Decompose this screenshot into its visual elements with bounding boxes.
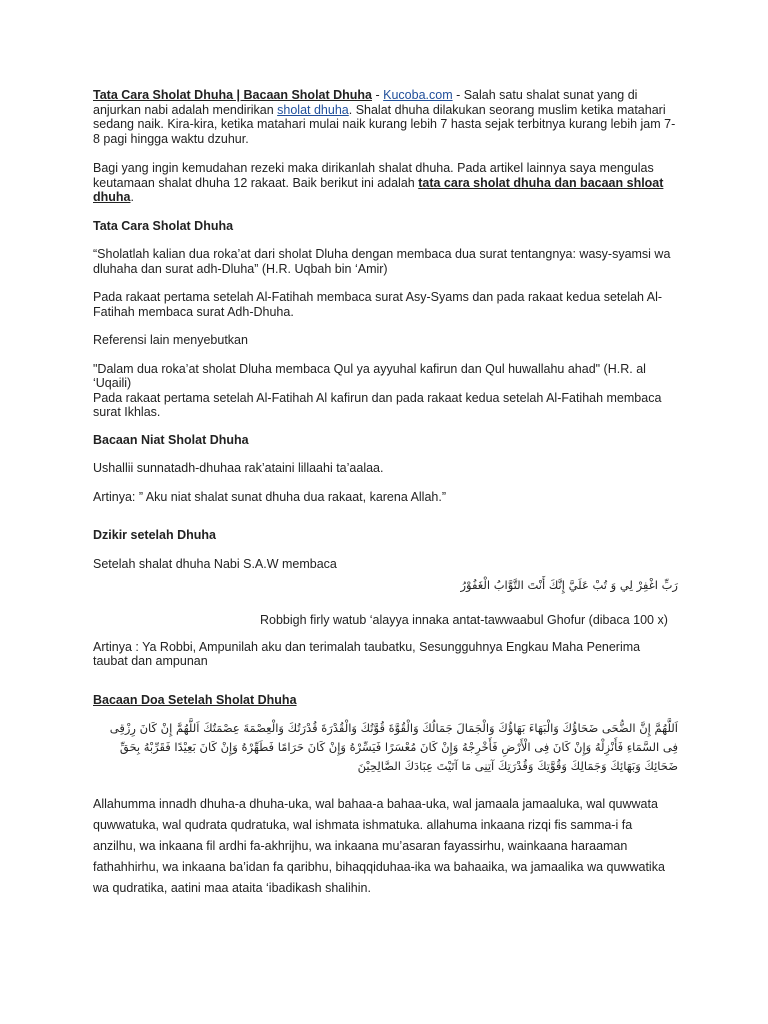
dzikir-artinya: Artinya : Ya Robbi, Ampunilah aku dan terimalah taubatku, Sesungguhnya Engkau Maha Penerima taubat dan ampunan — [93, 639, 641, 668]
article — [93, 88, 678, 899]
paragraph-2-text: Bagi yang ingin kemudahan rezeki maka dirikanlah shalat dhuha. Pada artikel lainnya saya mengulas keutamaan shalat dhuha 12 rakaat. Baik berikut ini adalah — [93, 161, 654, 190]
title-link[interactable]: Tata Cara Sholat Dhuha | Bacaan Sholat Dhuha — [93, 88, 373, 102]
dzikir-arabic: رَبِّ اغْفِرْ لِي وَ تُبْ عَلَيَّ إِنَّكَ أَنْتَ التَّوَّابُ الْغَفُوْرُ — [460, 578, 678, 592]
intro-separator: - — [372, 88, 384, 102]
dzikir-latin: Robbigh firly watub ‘alayya innaka antat-tawwaabul Ghofur (dibaca 100 x) — [260, 613, 668, 627]
quote-hadith-2: "Dalam dua roka’at sholat Dluha membaca Qul ya ayyuhal kafirun dan Qul huwallahu ahad" (H.R. al ‘Uqaili) — [93, 361, 646, 390]
paragraph-referensi: Referensi lain menyebutkan — [93, 333, 248, 347]
heading-tata-cara: Tata Cara Sholat Dhuha — [93, 218, 234, 233]
dzikir-intro: Setelah shalat dhuha Nabi S.A.W membaca — [93, 556, 337, 571]
paragraph-rakaat-1: Pada rakaat pertama setelah Al-Fatihah membaca surat Asy-Syams dan pada rakaat kedua setelah Al-Fatihah membaca surat Adh-Dhuha. — [93, 290, 663, 319]
paragraph-rakaat-2: Pada rakaat pertama setelah Al-Fatihah Al kafirun dan pada rakaat kedua setelah Al-Fatihah membaca surat Ikhlas. — [93, 390, 662, 419]
doa-arabic: اَللَّهُمَّ إِنَّ الضُّحَى ضَحَاؤُكَ وَالْبَهَاءَ بَهَاؤُكَ وَالْجَمَالَ جَمَالُكَ وَالْقُوَّةَ قُوَّتُكَ وَالْقُدْرَةَ قُدْرَتُكَ وَالْعِصْمَةَ عِصْمَتُكَ اَللَّهُمَّ إِنْ كَانَ رِزْقِى فِى السَّمَاءِ فَأَنْزِلْهُ وَإِنْ كَانَ فِى الْأَرْضِ فَأَخْرِجْهُ وَإِنْ كَانَ مُعْسَرًا فَيَسِّرْهُ وَإِنْ كَانَ حَرَامًا فَطَهِّرْهُ وَإِنْ كَانَ بَعِيْدًا فَقَرِّبْهُ بِحَقِّ ضَحَائِكَ وَبَهَائِكَ وَجَمَالِكَ وَقُوَّتِكَ وَقُدْرَتِكَ آتِنِى مَا آتَيْتَ عِبَادَكَ الصَّالِحِيْنَ — [109, 721, 678, 773]
niat-text: Ushallii sunnatadh-dhuhaa rak’ataini lillaahi ta’aalaa. — [93, 461, 384, 475]
site-link[interactable]: Kucoba.com — [383, 88, 453, 102]
intro-paragraph — [93, 88, 678, 146]
heading-dzikir: Dzikir setelah Dhuha — [93, 528, 216, 542]
niat-artinya: Artinya: ” Aku niat shalat sunat dhuha dua rakaat, karena Allah.” — [93, 489, 446, 504]
sholat-dhuha-link[interactable]: sholat dhuha — [277, 102, 349, 117]
doa-latin: Allahumma innadh dhuha-a dhuha-uka, wal bahaa-a bahaa-uka, wal jamaala jamaaluka, wal quwwata quwwatuka, wal qudrata qudratuka, wal ishmata ishmatuka. allahuma inkaana rizqi fis samma-i fa anzilhu, wa inkaana fil ardhi fa-akhrijhu, wa inkaana mu’asaran fayassirhu, wainkaana haraaman fathahhirhu, wa inkaana ba’idan fa qaribhu, bihaqqiduhaa-ika wa bahaaika, wa jamaalika wa quwwatika wa qudratika, aatini maa ataita ‘ibadikash shalihin. — [93, 797, 665, 895]
intro-text-2: . Shalat dhuha dilakukan seorang muslim ketika matahari sedang naik. Kira-kira, ketika matahari mulai naik kurang lebih 7 hasta sejak terbitnya kurang lebih jam 7-8 pagi hingga waktu dzuhur. — [93, 102, 676, 146]
quote-hadith-1: “Sholatlah kalian dua roka’at dari sholat Dluha dengan membaca dua surat tentangnya: wasy-syamsi wa dluhaha dan surat adh-Dluha” (H.R. Uqbah bin ‘Amir) — [93, 247, 671, 276]
heading-doa: Bacaan Doa Setelah Sholat Dhuha — [93, 692, 297, 707]
tata-cara-link[interactable]: tata cara sholat dhuha dan bacaan shloat dhuha — [93, 175, 664, 204]
paragraph-2-end: . — [130, 190, 134, 204]
heading-niat: Bacaan Niat Sholat Dhuha — [93, 432, 249, 447]
paragraph-2 — [93, 161, 678, 205]
intro-text-1: - Salah satu shalat sunat yang di anjurkan nabi adalah mendirikan — [93, 88, 638, 117]
